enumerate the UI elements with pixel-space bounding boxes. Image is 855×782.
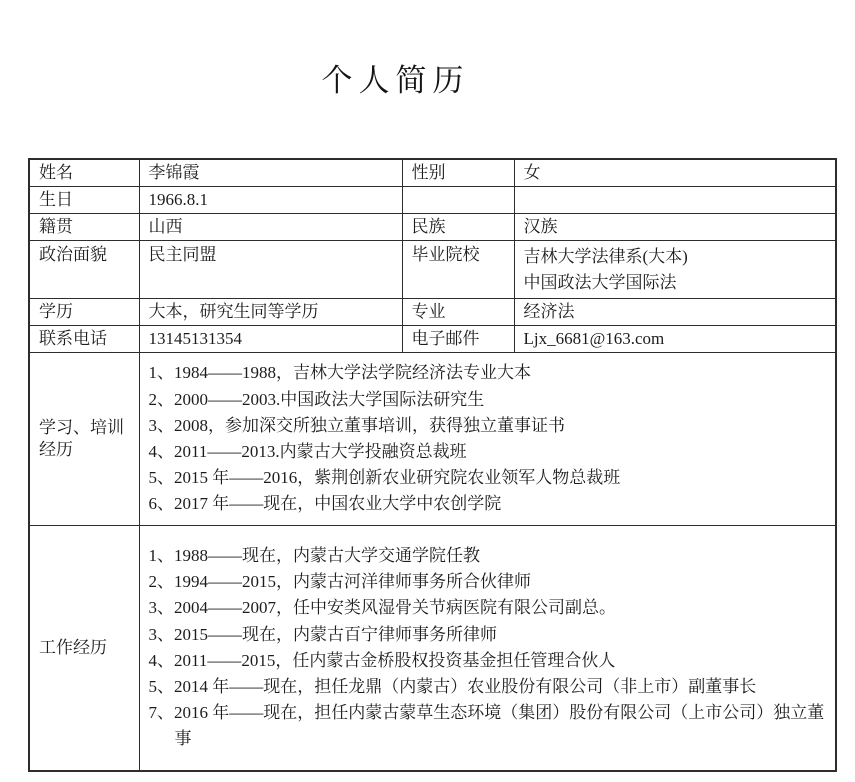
page-title-text: 个人简历 [321, 63, 470, 98]
training-item: 2、2000——2003.中国政法大学国际法研究生 [148, 389, 485, 409]
education-value: 大本，研究生同等学历 [139, 299, 402, 326]
training-item: 1、1984——1988，吉林大学法学院经济法专业大本 [148, 363, 531, 383]
empty-cell [402, 187, 514, 214]
graduation-school-label: 毕业院校 [402, 241, 514, 299]
empty-cell [514, 187, 836, 214]
work-item: 3、2004——2007，任中安类风湿骨关节病医院有限公司副总。 [148, 598, 616, 618]
training-list [139, 353, 836, 526]
political-status-value: 民主同盟 [139, 241, 402, 299]
table-row [29, 187, 836, 214]
training-section-row [29, 353, 836, 526]
work-item: 4、2011——2015，任内蒙古金桥股权投资基金担任管理合伙人 [148, 650, 616, 670]
native-place-label: 籍贯 [29, 214, 139, 241]
work-item: 1、1988——现在，内蒙古大学交通学院任教 [148, 545, 480, 565]
native-place-value: 山西 [139, 214, 402, 241]
work-list [139, 526, 836, 771]
gender-label: 性别 [402, 159, 514, 187]
work-item: 7、2016 年——现在，担任内蒙古蒙草生态环境（集团）股份有限公司（上市公司）独立董事 [148, 703, 825, 749]
gender-value: 女 [514, 159, 836, 187]
table-row [29, 241, 836, 299]
education-label: 学历 [29, 299, 139, 326]
work-item: 2、1994——2015，内蒙古河洋律师事务所合伙律师 [148, 572, 531, 592]
phone-label: 联系电话 [29, 326, 139, 353]
work-section-label: 工作经历 [29, 526, 139, 771]
training-item: 4、2011——2013.内蒙古大学投融资总裁班 [148, 442, 467, 461]
training-item: 3、2008，参加深交所独立董事培训，获得独立董事证书 [148, 415, 565, 435]
page-title [0, 0, 855, 102]
major-value: 经济法 [514, 299, 836, 326]
graduation-school-line: 中国政法大学国际法 [523, 273, 677, 292]
political-status-label: 政治面貌 [29, 241, 139, 299]
table-row [29, 214, 836, 241]
major-label: 专业 [402, 299, 514, 326]
training-item: 5、2015 年——2016，紫荆创新农业研究院农业领军人物总裁班 [148, 468, 621, 488]
ethnicity-label: 民族 [402, 214, 514, 241]
table-row [29, 159, 836, 187]
work-item: 5、2014 年——现在，担任龙鼎（内蒙古）农业股份有限公司（非上市）副董事长 [148, 676, 757, 696]
training-section-label: 学习、培训经历 [29, 353, 139, 526]
table-row [29, 326, 836, 353]
name-label: 姓名 [29, 159, 139, 187]
work-section-row [29, 526, 836, 771]
work-item: 3、2015——现在，内蒙古百宁律师事务所律师 [148, 624, 497, 644]
graduation-school-value [514, 241, 836, 299]
name-value: 李锦霞 [139, 159, 402, 187]
phone-value: 13145131354 [139, 326, 402, 353]
birthday-value: 1966.8.1 [139, 187, 402, 214]
email-value: Ljx_6681@163.com [514, 326, 836, 353]
email-label: 电子邮件 [402, 326, 514, 353]
training-item: 6、2017 年——现在，中国农业大学中农创学院 [148, 494, 502, 514]
graduation-school-line: 吉林大学法律系(大本) [523, 247, 688, 266]
birthday-label: 生日 [29, 187, 139, 214]
ethnicity-value: 汉族 [514, 214, 836, 241]
table-row [29, 299, 836, 326]
resume-table [28, 158, 837, 772]
